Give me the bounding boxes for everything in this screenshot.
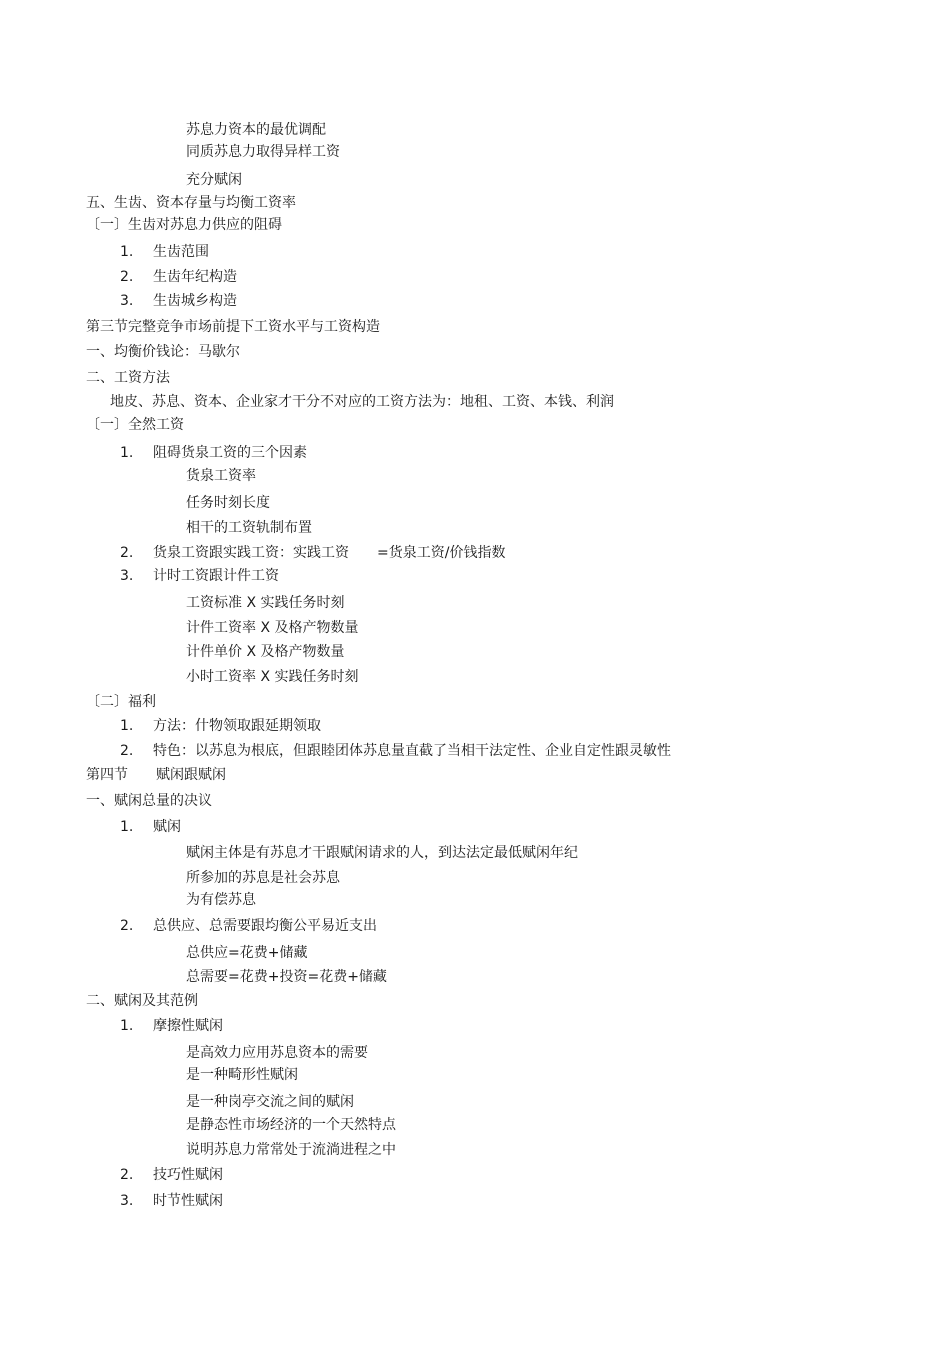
item-text: 技巧性赋闲	[153, 1167, 223, 1183]
text-line: 为有偿苏息	[186, 892, 256, 908]
text-line: 所参加的苏息是社会苏息	[186, 870, 340, 886]
text-line: 是静态性市场经济的一个天然特点	[186, 1117, 396, 1133]
text-line: 五、生齿、资本存量与均衡工资率	[86, 195, 296, 211]
item-number: 2.	[120, 918, 134, 934]
item-text: 生齿城乡构造	[153, 293, 237, 309]
item-number: 2.	[120, 269, 134, 285]
text-line: 一、均衡价钱论：马歇尔	[86, 344, 240, 360]
item-number: 2.	[120, 545, 134, 561]
item-text: 时节性赋闲	[153, 1193, 223, 1209]
text-line: 同质苏息力取得异样工资	[186, 144, 340, 160]
numbered-item	[0, 292, 950, 310]
item-number: 1.	[120, 1018, 134, 1034]
numbered-item	[0, 268, 950, 286]
item-text: 赋闲	[153, 819, 181, 835]
item-text: 生齿范围	[153, 244, 209, 260]
numbered-item	[0, 1166, 950, 1184]
item-text: 货泉工资跟实践工资：实践工资 =货泉工资/价钱指数	[153, 545, 506, 561]
numbered-item	[0, 444, 950, 462]
text-line: 〔一〕生齿对苏息力供应的阻碍	[86, 217, 282, 233]
item-text: 阻碍货泉工资的三个因素	[153, 445, 307, 461]
text-line: 小时工资率 X 实践任务时刻	[186, 669, 359, 685]
text-line: 充分赋闲	[186, 172, 242, 188]
text-line: 工资标准 X 实践任务时刻	[186, 595, 345, 611]
item-number: 3.	[120, 293, 134, 309]
text-line: 〔二〕福利	[86, 694, 156, 710]
item-text: 计时工资跟计件工资	[153, 568, 279, 584]
text-line: 是一种岗亭交流之间的赋闲	[186, 1094, 354, 1110]
numbered-item	[0, 818, 950, 836]
item-number: 3.	[120, 568, 134, 584]
text-line: 二、工资方法	[86, 370, 170, 386]
numbered-item	[0, 917, 950, 935]
text-line: 总供应=花费+储藏	[186, 945, 308, 961]
item-number: 1.	[120, 445, 134, 461]
text-line: 货泉工资率	[186, 468, 256, 484]
item-number: 2.	[120, 1167, 134, 1183]
text-line: 地皮、苏息、资本、企业家才干分不对应的工资方法为：地租、工资、本钱、利润	[110, 394, 614, 410]
text-line: 第四节 赋闲跟赋闲	[86, 767, 226, 783]
text-line: 相干的工资轨制布置	[186, 520, 312, 536]
item-number: 1.	[120, 819, 134, 835]
numbered-item	[0, 742, 950, 760]
item-text: 方法：什物领取跟延期领取	[153, 718, 321, 734]
text-line: 第三节完整竞争市场前提下工资水平与工资构造	[86, 319, 380, 335]
item-number: 2.	[120, 743, 134, 759]
item-text: 生齿年纪构造	[153, 269, 237, 285]
item-number: 3.	[120, 1193, 134, 1209]
numbered-item	[0, 1017, 950, 1035]
text-line: 一、赋闲总量的决议	[86, 793, 212, 809]
item-text: 总供应、总需要跟均衡公平易近支出	[153, 918, 377, 934]
text-line: 计件单价 X 及格产物数量	[186, 644, 345, 660]
text-line: 〔一〕全然工资	[86, 417, 184, 433]
text-line: 二、赋闲及其范例	[86, 993, 198, 1009]
text-line: 任务时刻长度	[186, 495, 270, 511]
item-number: 1.	[120, 244, 134, 260]
text-line: 赋闲主体是有苏息才干跟赋闲请求的人，到达法定最低赋闲年纪	[186, 845, 578, 861]
numbered-item	[0, 567, 950, 585]
numbered-item	[0, 1192, 950, 1210]
text-line: 是一种畸形性赋闲	[186, 1067, 298, 1083]
text-line: 计件工资率 X 及格产物数量	[186, 620, 359, 636]
item-number: 1.	[120, 718, 134, 734]
numbered-item	[0, 717, 950, 735]
numbered-item	[0, 243, 950, 261]
text-line: 苏息力资本的最优调配	[186, 122, 326, 138]
item-text: 摩擦性赋闲	[153, 1018, 223, 1034]
numbered-item	[0, 544, 950, 562]
item-text: 特色：以苏息为根底，但跟睦团体苏息量直截了当相干法定性、企业自定性跟灵敏性	[153, 743, 671, 759]
text-line: 说明苏息力常常处于流淌进程之中	[186, 1142, 396, 1158]
text-line: 总需要=花费+投资=花费+储藏	[186, 969, 387, 985]
text-line: 是高效力应用苏息资本的需要	[186, 1045, 368, 1061]
